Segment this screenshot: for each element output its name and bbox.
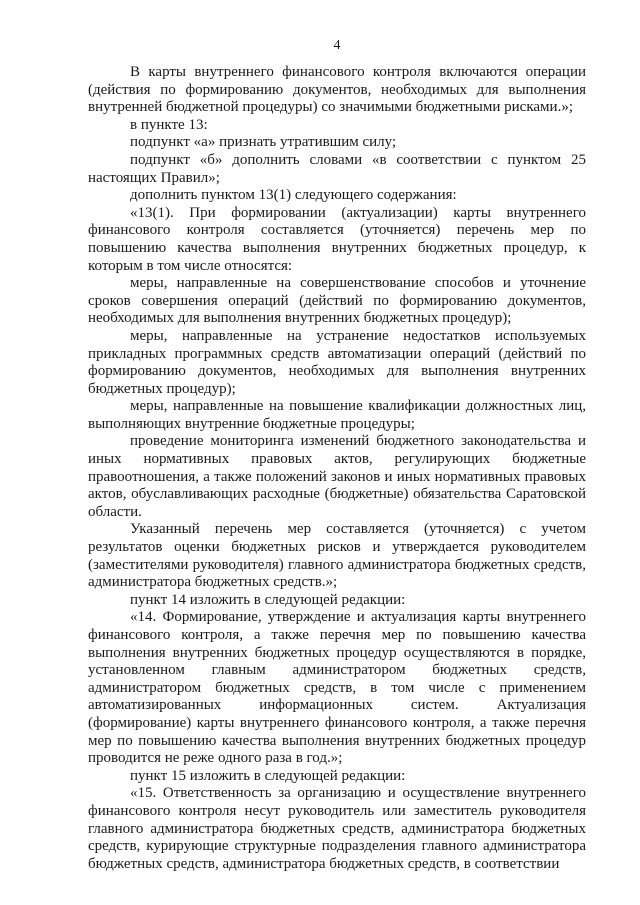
document-body — [88, 64, 586, 873]
page-number: 4 — [333, 38, 341, 53]
paragraph: «13(1). При формировании (актуализации) карты внутреннего финансового контроля составляется (уточняется) перечень мер по повышению качества выполнения внутренних бюджетных процедур, к которым в том числе относятся: — [88, 204, 586, 274]
paragraph: «15. Ответственность за организацию и осуществление внутреннего финансового контроля несут руководитель или заместитель руководителя главного администратора бюджетных средств, администратора бюджетных средств, курирующие структурные подразделения главного администратора бюджетных средств, администратора бюджетных средств, в соответствии — [88, 785, 586, 872]
paragraph: меры, направленные на повышение квалификации должностных лиц, выполняющих внутренние бюджетные процедуры; — [88, 398, 586, 432]
paragraph: дополнить пунктом 13(1) следующего содержания: — [130, 187, 457, 204]
paragraph: меры, направленные на совершенствование способов и уточнение сроков совершения операций (действий по формированию документов, необходимых для выполнения внутренних бюджетных процедур); — [88, 275, 586, 327]
paragraph: подпункт «а» признать утратившим силу; — [130, 134, 397, 151]
paragraph: пункт 14 изложить в следующей редакции: — [130, 591, 406, 608]
paragraph: «14. Формирование, утверждение и актуализация карты внутреннего финансового контроля, а также перечня мер по повышению качества выполнения внутренних бюджетных процедур осуществляются в порядке, установленном главным администратором бюджетных средств, администратором бюджетных средств, в том числе с применением автоматизированных информационных систем. Актуализация (формирование) карты внутреннего финансового контроля, а также перечня мер по повышению качества выполнения внутренних бюджетных процедур проводится не реже одного раза в год.»; — [88, 609, 586, 767]
paragraph: В карты внутреннего финансового контроля включаются операции (действия по формированию документов, необходимых для выполнения внутренней бюджетной процедуры) со значимыми бюджетными рисками.»; — [88, 64, 586, 116]
paragraph: в пункте 13: — [130, 116, 208, 133]
paragraph: Указанный перечень мер составляется (уточняется) с учетом результатов оценки бюджетных рисков и утверждается руководителем (заместителями руководителя) главного администратора бюджетных средств, администратора бюджетных средств.»; — [88, 521, 586, 591]
paragraph: подпункт «б» дополнить словами «в соответствии с пунктом 25 настоящих Правил»; — [88, 151, 586, 186]
paragraph: проведение мониторинга изменений бюджетного законодательства и иных нормативных правовых актов, регулирующих бюджетные правоотношения, а также положений законов и иных нормативных правовых актов, обуславливающих расходные (бюджетные) обязательства Саратовской области. — [88, 433, 586, 520]
paragraph: пункт 15 изложить в следующей редакции: — [130, 767, 406, 784]
paragraph: меры, направленные на устранение недостатков используемых прикладных программных средств автоматизации операций (действий по формированию документов, необходимых для выполнения внутренних бюджетных процедур); — [88, 327, 586, 397]
